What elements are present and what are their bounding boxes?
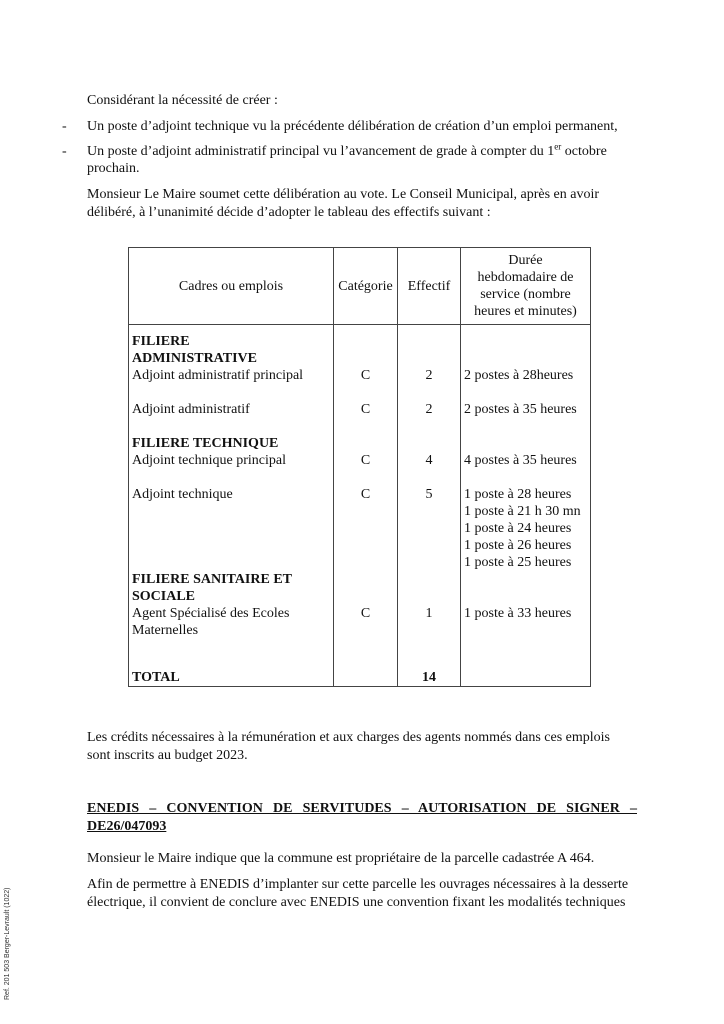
duree-adj-tech-principal: 4 postes à 35 heures xyxy=(464,453,577,468)
table-header-row xyxy=(129,248,591,325)
filiere-admin-title1: FILIERE xyxy=(132,334,190,349)
filiere-tech-title: FILIERE TECHNIQUE xyxy=(132,436,279,451)
emploi-adj-tech: Adjoint technique xyxy=(132,487,233,502)
cat-adj-admin: C xyxy=(360,402,371,417)
duree-adj-tech-4: 1 poste à 26 heures xyxy=(464,538,572,553)
header-duree xyxy=(461,248,591,325)
enedis-paragraph1: Monsieur le Maire indique que la commune est propriétaire de la parcelle cadastrée A 464. xyxy=(87,851,595,866)
enedis-heading-line2: DE26/047093 xyxy=(87,819,167,834)
emploi-atsem-line2: Maternelles xyxy=(132,623,199,638)
bullet-2-text: Un poste d’adjoint administratif principal vu l’avancement de grade à compter du 1 xyxy=(87,144,555,159)
bullet-item-2 xyxy=(87,143,607,161)
header-duree-line1: Durée xyxy=(508,253,543,268)
intro-text: Considérant la nécessité de créer : xyxy=(87,93,278,108)
enedis-paragraph2-line2: électrique, il convient de conclure avec ENEDIS une convention fixant les modalités techniques xyxy=(87,895,626,910)
header-effectif: Effectif xyxy=(398,248,461,325)
emploi-adj-admin-principal: Adjoint administratif principal xyxy=(132,368,304,383)
cat-adj-tech-principal: C xyxy=(360,453,371,468)
enedis-paragraph2-line1: Afin de permettre à ENEDIS d’implanter sur cette parcelle les ouvrages nécessaires à la desserte xyxy=(87,877,629,892)
bullet-dash-2: - xyxy=(62,144,67,159)
filiere-admin-title2: ADMINISTRATIVE xyxy=(132,351,257,366)
bullet-item-1: Un poste d’adjoint technique vu la précédente délibération de création d’un emploi permanent, xyxy=(87,119,618,134)
emploi-adj-admin: Adjoint administratif xyxy=(132,402,250,417)
enedis-heading-line1: ENEDIS – CONVENTION DE SERVITUDES – AUTORISATION DE SIGNER – xyxy=(87,801,637,816)
bullet-item-2-line2: prochain. xyxy=(87,161,140,176)
eff-atsem: 1 xyxy=(425,606,433,621)
header-duree-line4: heures et minutes) xyxy=(474,304,577,319)
duree-adj-admin-principal: 2 postes à 28heures xyxy=(464,368,574,383)
enedis-heading xyxy=(87,800,637,836)
duree-adj-tech-5: 1 poste à 25 heures xyxy=(464,555,572,570)
header-duree-line3: service (nombre xyxy=(480,287,571,302)
emploi-atsem-line1: Agent Spécialisé des Ecoles xyxy=(132,606,290,621)
duree-adj-tech-2: 1 poste à 21 h 30 mn xyxy=(464,504,581,519)
cat-adj-tech: C xyxy=(360,487,371,502)
side-reference: Ref. 201 503 Berger-Levrault (1022) xyxy=(4,887,11,1000)
credits-line2: sont inscrits au budget 2023. xyxy=(87,748,248,763)
eff-adj-tech: 5 xyxy=(425,487,433,502)
eff-adj-tech-principal: 4 xyxy=(425,453,433,468)
duree-adj-tech-1: 1 poste à 28 heures xyxy=(464,487,572,502)
total-value: 14 xyxy=(422,670,436,685)
table-body-row xyxy=(129,325,591,687)
bullet-2-superscript: er xyxy=(554,141,562,152)
staff-table xyxy=(128,247,591,687)
eff-adj-admin: 2 xyxy=(425,402,433,417)
vote-paragraph-line2: délibéré, à l’unanimité décide d’adopter le tableau des effectifs suivant : xyxy=(87,205,491,220)
effectif-column xyxy=(398,325,461,687)
header-duree-line2: hebdomadaire de xyxy=(477,270,574,285)
bullet-dash-1: - xyxy=(62,119,67,134)
eff-adj-admin-principal: 2 xyxy=(425,368,433,383)
duree-adj-tech-3: 1 poste à 24 heures xyxy=(464,521,572,536)
duree-atsem: 1 poste à 33 heures xyxy=(464,606,572,621)
bullet-2-text-after: octobre xyxy=(561,144,607,159)
filiere-sanit-title1: FILIERE SANITAIRE ET xyxy=(132,572,293,587)
cat-adj-admin-principal: C xyxy=(360,368,371,383)
filiere-sanit-title2: SOCIALE xyxy=(132,589,196,604)
cat-atsem: C xyxy=(360,606,371,621)
vote-paragraph-line1: Monsieur Le Maire soumet cette délibération au vote. Le Conseil Municipal, après en avoir xyxy=(87,187,600,202)
credits-line1: Les crédits nécessaires à la rémunération et aux charges des agents nommés dans ces emplois xyxy=(87,730,611,745)
duree-adj-admin: 2 postes à 35 heures xyxy=(464,402,577,417)
emploi-adj-tech-principal: Adjoint technique principal xyxy=(132,453,286,468)
cadres-column xyxy=(129,325,334,687)
duree-column xyxy=(461,325,591,687)
total-label: TOTAL xyxy=(132,670,180,685)
categorie-column xyxy=(334,325,398,687)
header-cadres: Cadres ou emplois xyxy=(129,248,334,325)
header-categorie: Catégorie xyxy=(334,248,398,325)
